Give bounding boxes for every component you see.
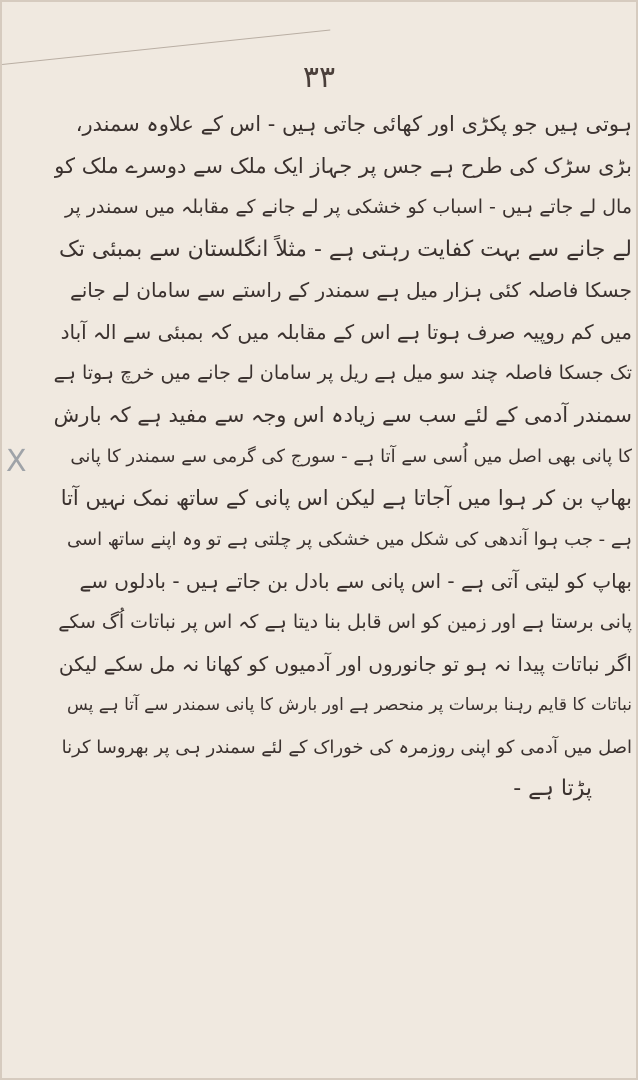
text-line: ہوتی ہیں جو پکڑی اور کھائی جاتی ہیں - اس کے علاوہ سمندر، bbox=[75, 112, 632, 136]
text-line: کا پانی بھی اصل میں اُسی سے آتا ہے - سورج کی گرمی سے سمندر کا پانی bbox=[70, 446, 632, 467]
text-line: لے جانے سے بہت کفایت رہتی ہے - مثلاً انگلستان سے بمبئی تک bbox=[59, 236, 632, 262]
urdu-paragraph bbox=[54, 104, 632, 810]
text-line: ہے - جب ہوا آندھی کی شکل میں خشکی پر چلتی ہے تو وہ اپنے ساتھ اسی bbox=[67, 529, 632, 550]
text-line: بڑی سڑک کی طرح ہے جس پر جہاز ایک ملک سے دوسرے ملک کو bbox=[54, 153, 632, 178]
page-number: ۳۳ bbox=[302, 60, 336, 95]
text-line: اگر نباتات پیدا نہ ہو تو جانوروں اور آدمیوں کو کھانا نہ مل سکے لیکن bbox=[58, 651, 632, 676]
text-line: پڑتا ہے - bbox=[513, 776, 592, 801]
text-line: اصل میں آدمی کو اپنی روزمرہ کی خوراک کے لئے سمندر ہی پر بھروسا کرنا bbox=[61, 736, 632, 758]
text-line: تک جسکا فاصلہ چند سو میل ہے ریل پر سامان لے جانے میں خرچ ہوتا ہے bbox=[54, 362, 632, 384]
margin-pencil-mark: X bbox=[6, 444, 27, 479]
text-line: میں کم روپیہ صرف ہوتا ہے اس کے مقابلہ میں کہ بمبئی سے الہ آباد bbox=[60, 319, 632, 344]
text-line: بھاپ کو لیتی آتی ہے - اس پانی سے بادل بن جاتے ہیں - بادلوں سے bbox=[79, 568, 632, 593]
text-line: پانی برستا ہے اور زمین کو اس قابل بنا دیتا ہے کہ اس پر نباتات اُگ سکے bbox=[58, 611, 632, 633]
text-line: بھاپ بن کر ہوا میں آجاتا ہے لیکن اس پانی کے ساتھ نمک نہیں آتا bbox=[60, 485, 632, 510]
text-line: نباتات کا قایم رہنا برسات پر منحصر ہے اور بارش کا پانی سمندر سے آتا ہے پس bbox=[66, 695, 632, 715]
text-line: سمندر آدمی کے لئے سب سے زیادہ اس وجہ سے مفید ہے کہ بارش bbox=[54, 402, 632, 427]
text-line: مال لے جاتے ہیں - اسباب کو خشکی پر لے جانے کے مقابلہ میں سمندر پر bbox=[65, 196, 632, 218]
text-line: جسکا فاصلہ کئی ہزار میل ہے سمندر کے راستے سے سامان لے جانے bbox=[70, 278, 632, 302]
